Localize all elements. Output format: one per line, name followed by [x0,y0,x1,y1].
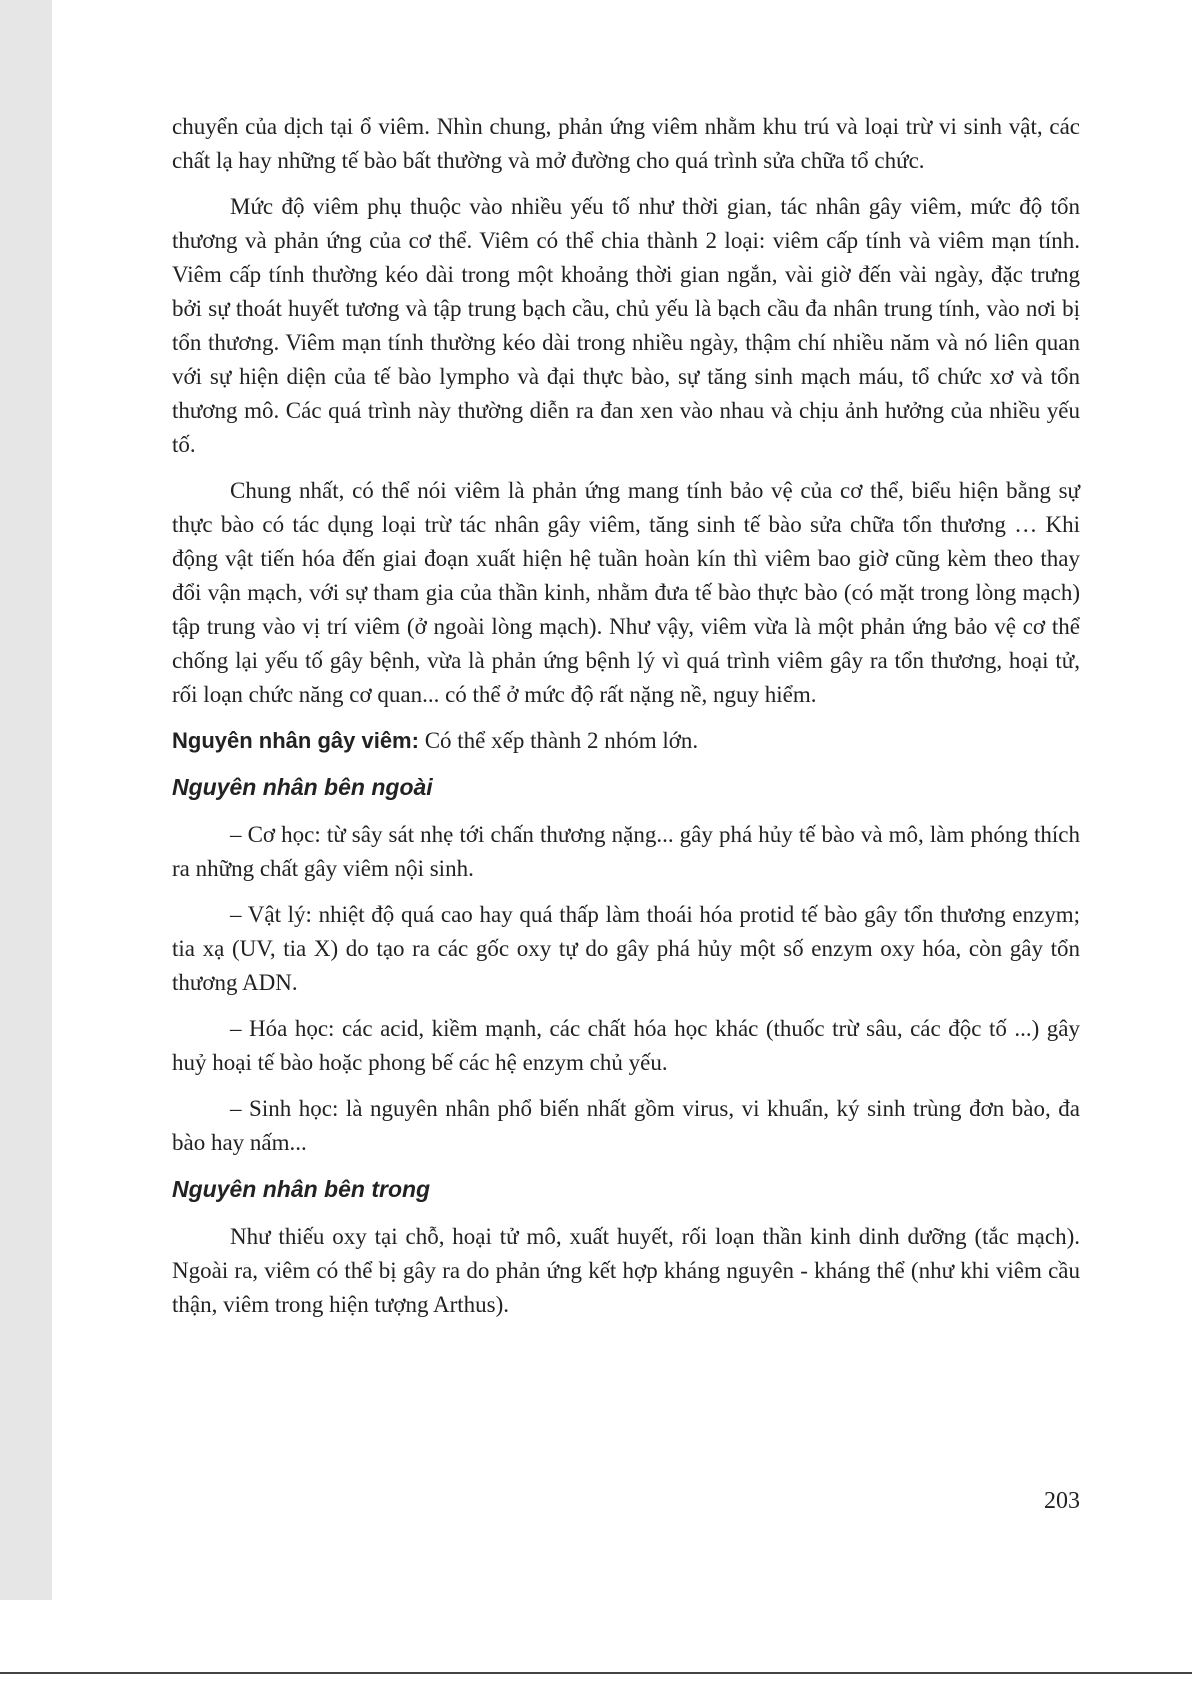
list-item-biological: – Sinh học: là nguyên nhân phổ biến nhất gồm virus, vi khuẩn, ký sinh trùng đơn bào, đa bào hay nấm... [172,1096,1080,1155]
section-causes-text: Có thể xếp thành 2 nhóm lớn. [418,728,699,753]
book-page-text [172,110,1080,1334]
paragraph-internal-causes: Như thiếu oxy tại chỗ, hoại tử mô, xuất huyết, rối loạn thần kinh dinh dưỡng (tắc mạch). Ngoài ra, viêm có thể bị gây ra do phản ứng kết hợp kháng nguyên - kháng thể (như khi viêm cầu thận, viêm trong hiện tượng Arthus). [172,1224,1080,1317]
list-item-mechanical: – Cơ học: từ sây sát nhẹ tới chấn thương nặng... gây phá hủy tế bào và mô, làm phóng thích ra những chất gây viêm nội sinh. [172,822,1080,881]
paragraph-inflammation-degree: Mức độ viêm phụ thuộc vào nhiều yếu tố như thời gian, tác nhân gây viêm, mức độ tổn thương và phản ứng của cơ thể. Viêm có thể chia thành 2 loại: viêm cấp tính và viêm mạn tính. Viêm cấp tính thường kéo dài trong một khoảng thời gian ngắn, vài giờ đến vài ngày, đặc trưng bởi sự thoát huyết tương và tập trung bạch cầu, chủ yếu là bạch cầu đa nhân trung tính, vào nơi bị tổn thương. Viêm mạn tính thường kéo dài trong nhiều ngày, thậm chí nhiều năm và nó liên quan với sự hiện diện của tế bào lympho và đại thực bào, sự tăng sinh mạch máu, tổ chức xơ và tổn thương mô. Các quá trình này thường diễn ra đan xen vào nhau và chịu ảnh hưởng của nhiều yếu tố. [172,194,1080,457]
list-item-physical: – Vật lý: nhiệt độ quá cao hay quá thấp làm thoái hóa protid tế bào gây tổn thương enzym; tia xạ (UV, tia X) do tạo ra các gốc oxy tự do gây phá hủy một số enzym oxy hóa, còn gây tổn thương ADN. [172,902,1080,995]
list-item-chemical: – Hóa học: các acid, kiềm mạnh, các chất hóa học khác (thuốc trừ sâu, các độc tố ...) gây huỷ hoại tế bào hoặc phong bế các hệ enzym chủ yếu. [172,1016,1080,1075]
scan-left-margin [0,0,52,1600]
heading-internal-causes: Nguyên nhân bên trong [172,1176,431,1202]
page-number: 203 [1044,1488,1080,1514]
section-causes [172,724,1080,758]
paragraph-continuation: chuyển của dịch tại ổ viêm. Nhìn chung, phản ứng viêm nhằm khu trú và loại trừ vi sinh vật, các chất lạ hay những tế bào bất thường và mở đường cho quá trình sửa chữa tổ chức. [172,114,1080,173]
scan-bottom-rule [0,1672,1192,1674]
paragraph-inflammation-general: Chung nhất, có thể nói viêm là phản ứng mang tính bảo vệ của cơ thể, biểu hiện bằng sự thực bào có tác dụng loại trừ tác nhân gây viêm, tăng sinh tế bào sửa chữa tổn thương … Khi động vật tiến hóa đến giai đoạn xuất hiện hệ tuần hoàn kín thì viêm bao giờ cũng kèm theo thay đổi vận mạch, với sự tham gia của thần kinh, nhằm đưa tế bào thực bào (có mặt trong lòng mạch) tập trung vào vị trí viêm (ở ngoài lòng mạch). Như vậy, viêm vừa là một phản ứng bảo vệ cơ thể chống lại yếu tố gây bệnh, vừa là phản ứng bệnh lý vì quá trình viêm gây ra tổn thương, hoại tử, rối loạn chức năng cơ quan... có thể ở mức độ rất nặng nề, nguy hiểm. [172,478,1080,707]
section-causes-title: Nguyên nhân gây viêm: [172,728,419,753]
heading-external-causes: Nguyên nhân bên ngoài [172,774,433,800]
